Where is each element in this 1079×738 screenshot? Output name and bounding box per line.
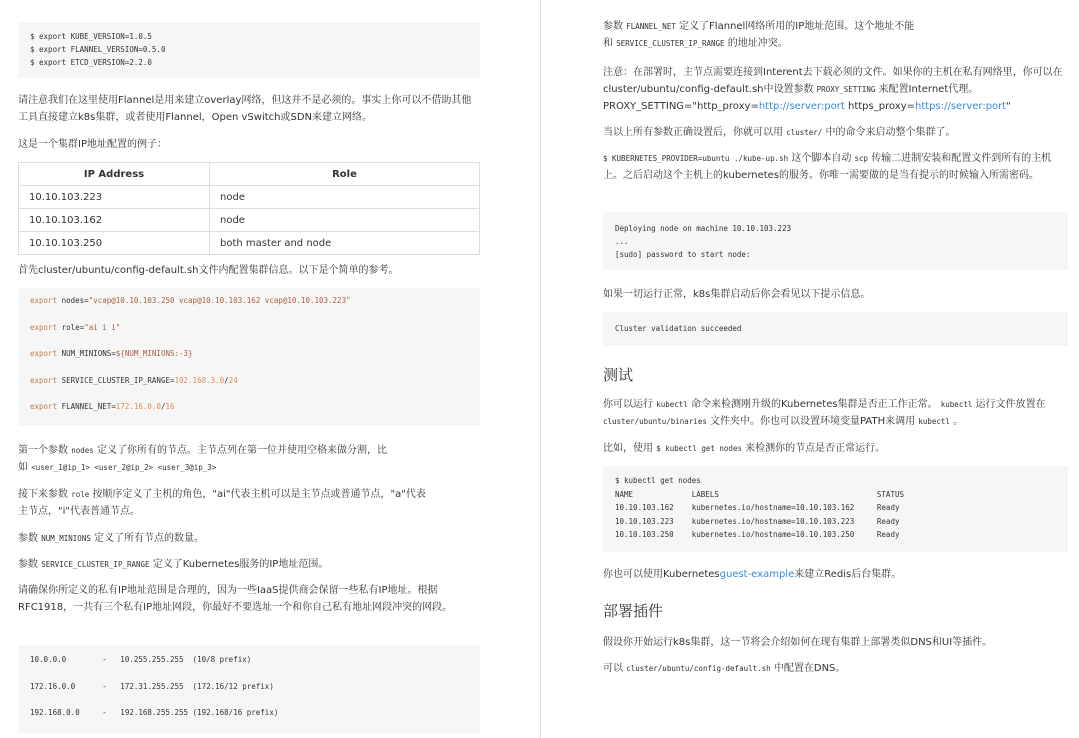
code-keyword: export	[30, 349, 58, 358]
inline-code: kubectl	[940, 400, 973, 409]
export-code-block	[18, 22, 480, 78]
text: 比如，使用	[603, 443, 657, 454]
code-keyword: export	[30, 402, 58, 411]
inline-code: kubectl	[656, 400, 688, 409]
code-text: /	[224, 375, 229, 385]
text: 命令来检测刚升级的Kubernetes集群是否正工作正常。	[687, 399, 941, 410]
table-header: Role	[210, 163, 480, 186]
code-line: $ export KUBE_VERSION=1.0.5	[30, 32, 152, 41]
ip-ranges-code-block	[18, 645, 480, 733]
inline-code: SERVICE_CLUSTER_IP_RANGE	[41, 560, 150, 569]
code-line: 10.10.103.162 kubernetes.io/hostname=10.10.103.162 Ready	[615, 503, 900, 512]
code-line: ...	[615, 237, 629, 246]
code-line: $ export FLANNEL_VERSION=0.5.0	[30, 45, 166, 54]
code-line: 10.10.103.250 kubernetes.io/hostname=10.10.103.250 Ready	[615, 530, 900, 539]
text: 可以	[603, 663, 627, 674]
code-line: [sudo] password to start node:	[615, 250, 751, 259]
text: 主节点，"i"代表普通节点。	[18, 506, 140, 517]
text: 这个脚本自动	[788, 153, 855, 164]
text: "	[1006, 101, 1011, 112]
code-line	[30, 368, 468, 395]
table-cell: node	[210, 186, 480, 209]
text: 你可以运行	[603, 399, 657, 410]
code-line: 192.168.0.0 - 192.168.255.255 (192.168/16 prefix)	[30, 708, 279, 717]
table-header: IP Address	[19, 163, 210, 186]
code-text: NUM_MINIONS=	[57, 349, 116, 358]
table-cell: both master and node	[210, 232, 480, 255]
kubectl-paragraph	[603, 396, 1068, 430]
validation-code-block	[603, 312, 1068, 346]
text: 。	[949, 416, 964, 427]
text: 按顺序定义了主机的角色，"ai"代表主机可以是主节点或普通节点，"a"代表	[89, 489, 426, 500]
inline-code: cluster/	[786, 128, 823, 137]
inline-code: cluster/ubuntu/binaries	[603, 417, 707, 426]
flannel-paragraph: 请注意我们在这里使用Flannel是用来建立overlay网络，但这并不是必须的。事实上你可以不借助其他工具直接建立k8s集群，或者使用Flannel，Open vSwitch或SDN来建立网络。	[18, 95, 472, 123]
text: 定义了你所有的节点。主节点列在第一位并使用空格来做分割，比	[93, 445, 387, 456]
code-line	[30, 288, 468, 315]
code-line	[30, 315, 468, 342]
table-row	[19, 232, 480, 255]
service-range-paragraph	[18, 556, 480, 573]
config-paragraph: 首先cluster/ubuntu/config-default.sh文件内配置集群信息。以下是个简单的参考。	[18, 265, 399, 276]
text: 运行文件放置在	[972, 399, 1046, 410]
text: 来建立Redis后台集群。	[794, 569, 902, 580]
table-cell: 10.10.103.250	[19, 232, 210, 255]
code-line: NAME LABELS STATUS	[615, 489, 904, 499]
guest-example-link[interactable]: guest-example	[719, 569, 795, 580]
code-number: 16	[165, 402, 175, 411]
num-minions-paragraph	[18, 530, 480, 547]
deploy-code-block	[603, 212, 1068, 270]
inline-code: FLANNEL_NET	[626, 22, 676, 31]
inline-code: scp	[854, 154, 869, 163]
inline-code: nodes	[71, 446, 94, 455]
inline-code: <user_1@ip_1> <user_2@ip_2> <user_3@ip_3>	[31, 463, 217, 472]
flannel-net-paragraph	[603, 18, 1063, 52]
kube-up-paragraph	[603, 150, 1063, 184]
text: 第一个参数	[18, 445, 72, 456]
proxy-note-paragraph	[603, 64, 1063, 115]
table-cell: node	[210, 209, 480, 232]
right-page	[541, 0, 1079, 738]
code-keyword: export	[30, 322, 58, 332]
text: 接下来参数	[18, 489, 72, 500]
code-line	[30, 341, 468, 368]
example-paragraph: 这是一个集群IP地址配置的例子：	[18, 139, 167, 150]
success-paragraph: 如果一切运行正常，k8s集群启动后你会看见以下提示信息。	[603, 289, 871, 300]
inline-code: cluster/ubuntu/config-default.sh	[626, 664, 771, 673]
text: 注意：在部署时，主节点需要连接到Interent去下载必须的文件。如果你的主机在私有网络里，你可以在cluster/ubuntu/config-default.sh中设置参数	[603, 67, 1063, 95]
code-text: nodes=	[57, 296, 89, 305]
code-line: 172.16.0.0 - 172.31.255.255 (172.16/12 prefix)	[30, 681, 274, 691]
text: 中的命令来启动整个集群了。	[822, 127, 956, 138]
code-line: 10.10.103.223 kubernetes.io/hostname=10.10.103.223 Ready	[615, 516, 900, 526]
code-text: /	[160, 402, 166, 411]
code-line	[30, 394, 468, 421]
table-cell: 10.10.103.223	[19, 186, 210, 209]
code-number: 172.16.0.0	[115, 402, 161, 411]
inline-code: $ kubectl get nodes	[656, 444, 742, 453]
private-ip-paragraph: 请确保你所定义的私有IP地址范围是合理的，因为一些IaaS提供商会保留一些私有IP地址。根据RFC1918，一共有三个私有IP地址网段，你最好不要选址一个和你自己私有地址网段冲突的网段。	[18, 585, 453, 613]
table-row	[19, 209, 480, 232]
inline-code: NUM_MINIONS	[41, 534, 91, 543]
test-heading: 测试	[603, 366, 634, 384]
text: 文件夹中。你也可以设置环境变量PATH来调用	[706, 416, 919, 427]
text: 如	[18, 462, 32, 473]
table-header-row	[19, 163, 480, 186]
code-keyword: export	[30, 375, 58, 385]
text: 当以上所有参数正确设置后，你就可以用	[603, 127, 787, 138]
text: 来配置Internet代理。 PROXY_SETTING="http_proxy=	[603, 84, 979, 112]
text: 参数	[18, 533, 42, 544]
inline-code: role	[71, 490, 90, 499]
code-line: $ export ETCD_VERSION=2.2.0	[30, 58, 152, 67]
config-code-block	[18, 288, 480, 426]
text: 的地址冲突。	[724, 38, 788, 49]
text: 定义了Kubernetes服务的IP地址范围。	[149, 559, 329, 570]
table-row	[19, 186, 480, 209]
after-setup-paragraph	[603, 124, 1063, 141]
nodes-code-block	[603, 466, 1068, 552]
inline-code: SERVICE_CLUSTER_IP_RANGE	[616, 39, 725, 48]
text: 中配置在DNS。	[770, 663, 846, 674]
code-string: "ai i i"	[84, 322, 121, 332]
dns-paragraph	[603, 660, 1063, 677]
https-proxy-link[interactable]: https://server:port	[915, 101, 1007, 112]
text: 传输二进制安装和配置文件到所有的主机上。之后启动这个主机上的kubernetes的服务。你唯一需要做的是当有提示的时候输入所需密码。	[603, 153, 1052, 181]
text: 参数	[18, 559, 42, 570]
code-text: role=	[57, 322, 85, 332]
code-number: 192.168.3.0	[174, 375, 225, 385]
text: https_proxy=	[844, 101, 915, 112]
nodes-paragraph	[18, 442, 480, 476]
redis-paragraph	[603, 566, 1063, 583]
table-cell: 10.10.103.162	[19, 209, 210, 232]
inline-code: $ KUBERNETES_PROVIDER=ubuntu ./kube-up.sh	[603, 154, 789, 163]
ip-table	[18, 162, 480, 255]
role-paragraph	[18, 486, 480, 520]
text: 来检测你的节点是否正常运行。	[741, 443, 886, 454]
text: 定义了所有节点的数量。	[90, 533, 205, 544]
code-line: Cluster validation succeeded	[615, 324, 742, 333]
code-text: SERVICE_CLUSTER_IP_RANGE=	[57, 375, 175, 385]
code-line: Deploying node on machine 10.10.103.223	[615, 224, 792, 233]
get-nodes-paragraph	[603, 440, 1063, 457]
code-keyword: export	[30, 296, 58, 305]
http-proxy-link[interactable]: http://server:port	[758, 101, 845, 112]
plugin-paragraph: 假设你开始运行k8s集群，这一节将会介绍如何在现有集群上部署类似DNS和UI等插件。	[603, 637, 993, 648]
code-line: 10.0.0.0 - 10.255.255.255 (10/8 prefix)	[30, 655, 252, 664]
text: 参数	[603, 21, 627, 32]
text: 定义了Flannel网络所用的IP地址范围。这个地址不能	[675, 21, 915, 32]
code-string: "vcap@10.10.103.250 vcap@10.10.103.162 vcap@10.10.103.223"	[88, 296, 351, 305]
code-line: $ kubectl get nodes	[615, 476, 701, 485]
text: 你也可以使用Kubernetes	[603, 569, 720, 580]
inline-code: PROXY_SETTING	[816, 85, 876, 94]
plugin-heading: 部署插件	[603, 602, 664, 620]
inline-code: kubectl	[918, 417, 950, 426]
text: 和	[603, 38, 617, 49]
code-text: FLANNEL_NET=	[57, 402, 116, 411]
code-number: 24	[228, 375, 238, 385]
code-string: ${NUM_MINIONS:-3}	[115, 349, 193, 358]
